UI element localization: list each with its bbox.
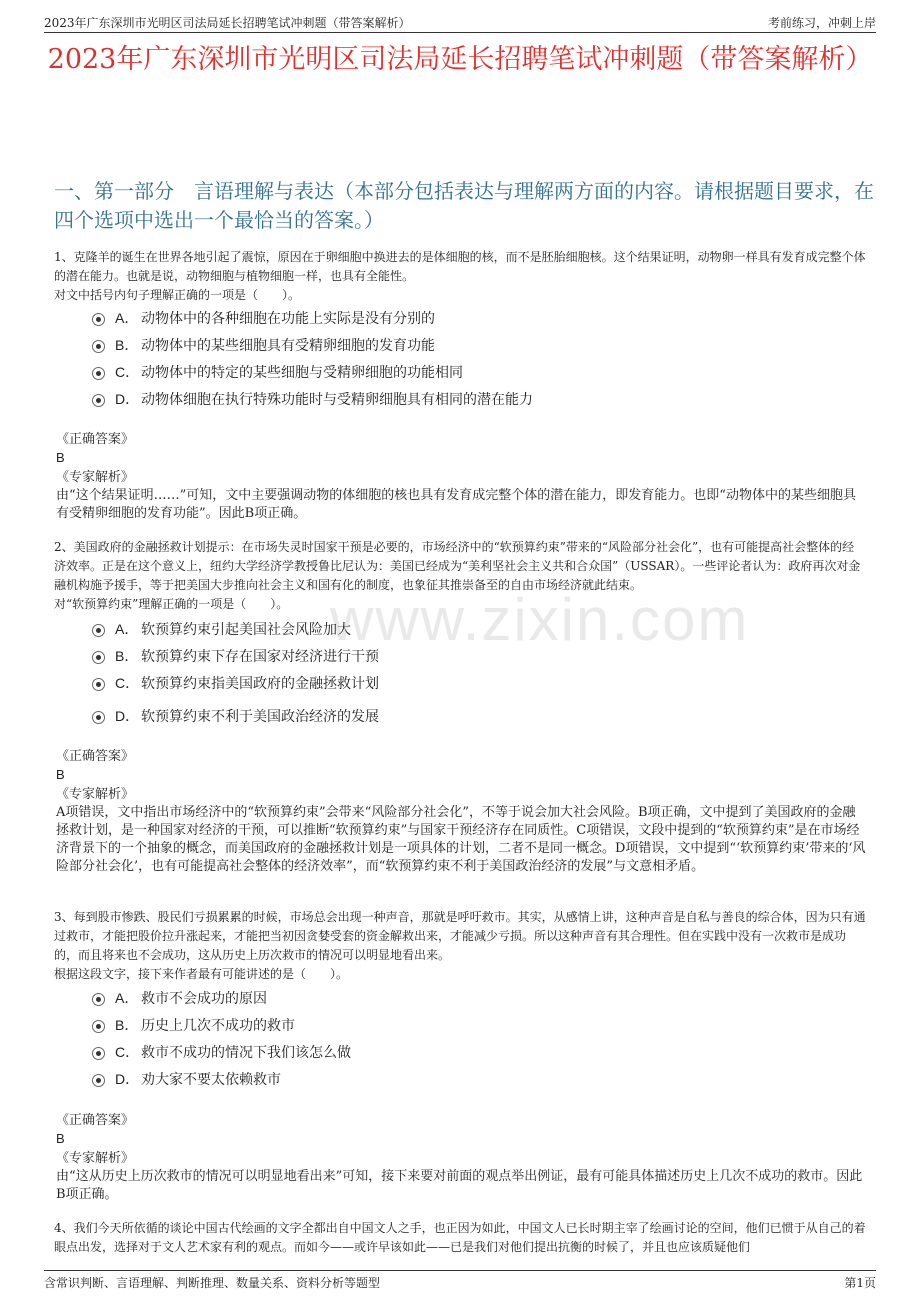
- radio-icon[interactable]: [92, 678, 105, 691]
- option-1a[interactable]: A． 动物体中的各种细胞在功能上实际是没有分别的: [92, 308, 435, 329]
- analysis-text: 由“这从历史上历次救市的情况可以明显地看出来”可知，接下来要对前面的观点举出例证，最有可能具体描述历史上几次不成功的救市。因此B项正确。: [56, 1169, 863, 1202]
- radio-icon[interactable]: [92, 1020, 105, 1033]
- footer-left: 含常识判断、言语理解、判断推理、数量关系、资料分析等题型: [44, 1276, 381, 1290]
- header-right: 考前练习，冲刺上岸: [767, 16, 876, 30]
- answer-value: B: [56, 1131, 65, 1146]
- option-3b[interactable]: B． 历史上几次不成功的救市: [92, 1015, 295, 1036]
- question-1-stem: 1、克隆羊的诞生在世界各地引起了震惊，原因在于卵细胞中换进去的是体细胞的核，而不是胚胎细胞核。这个结果证明，动物卵一样具有发育成完整个体的潜在能力。也就是说，动物细胞与植物细胞一样，也具有全能性。: [54, 250, 866, 283]
- section-heading: 一、第一部分 言语理解与表达（本部分包括表达与理解两方面的内容。请根据题目要求，在四个选项中选出一个最恰当的答案。）: [54, 179, 874, 232]
- option-2c[interactable]: C． 软预算约束指美国政府的金融拯救计划: [92, 673, 379, 694]
- page-number: 第1页: [844, 1276, 876, 1290]
- radio-icon[interactable]: [92, 711, 105, 724]
- page-header: [44, 12, 876, 33]
- radio-icon[interactable]: [92, 394, 105, 407]
- watermark: www.zixin.com: [330, 586, 750, 653]
- analysis-label: 《专家解析》: [56, 1151, 135, 1166]
- option-3c[interactable]: C． 救市不成功的情况下我们该怎么做: [92, 1042, 351, 1063]
- answer-value: B: [56, 450, 65, 465]
- question-stem: [54, 908, 866, 984]
- question-2-ask: 对“软预算约束”理解正确的一项是（ ）。: [54, 597, 289, 611]
- question-stem: [54, 248, 866, 305]
- question-stem: [54, 1219, 866, 1257]
- radio-icon[interactable]: [92, 313, 105, 326]
- question-2-stem: 2、美国政府的金融拯救计划提示：在市场失灵时国家干预是必要的，市场经济中的“软预算约束”带来的“风险部分社会化”，也有可能提高社会整体的经济效率。正是在这个意义上，纽约大学经济学教授鲁比尼认为：美国已经成为“美利坚社会主义共和合众国”（USSAR）。一些评论者认为：政府再次对金融机构施予援手，等于把美国大步推向社会主义和国有化的制度，也象征其推崇备至的自由市场经济就此结束。: [54, 540, 861, 592]
- radio-icon[interactable]: [92, 367, 105, 380]
- answer-label: 《正确答案》: [56, 749, 135, 764]
- analysis-label: 《专家解析》: [56, 470, 135, 485]
- header-left: 2023年广东深圳市光明区司法局延长招聘笔试冲刺题（带答案解析）: [44, 16, 411, 30]
- analysis-text: A项错误，文中指出市场经济中的“软预算约束”会带来“风险部分社会化”，不等于说会加大社会风险。B项正确，文中提到了美国政府的金融拯救计划，是一种国家对经济的干预，可以推断“软预算约束”与国家干预经济存在同质性。C项错误，文段中提到的“软预算约束”是在市场经济背景下的一个抽象的概念，而美国政府的金融拯救计划是一项具体的计划，二者不是同一概念。D项错误，文中提到“‘软预算约束’带来的‘风险部分社会化’，也有可能提高社会整体的经济效率”，而“软预算约束不利于美国政治经济的发展”与文意相矛盾。: [56, 805, 866, 874]
- radio-icon[interactable]: [92, 1047, 105, 1060]
- option-2d[interactable]: D． 软预算约束不利于美国政治经济的发展: [92, 706, 379, 727]
- option-2b[interactable]: B． 软预算约束下存在国家对经济进行干预: [92, 646, 379, 667]
- radio-icon[interactable]: [92, 993, 105, 1006]
- question-stem: [54, 538, 866, 614]
- radio-icon[interactable]: [92, 651, 105, 664]
- question-3-stem: 3、每到股市惨跌、股民们亏损累累的时候，市场总会出现一种声音，那就是呼吁救市。其实，从感情上讲，这种声音是自私与善良的综合体，因为只有通过救市，才能把股价拉升涨起来，才能把当初因贪婪受套的资金解救出来，才能减少亏损。所以这种声音有其合理性。但在实践中没有一次救市是成功的，而且将来也不会成功，这从历史上历次救市的情况可以明显地看出来。: [54, 910, 866, 962]
- analysis-text: 由“这个结果证明……”可知，文中主要强调动物的体细胞的核也具有发育成完整个体的潜在能力，即发育能力。也即“动物体中的某些细胞具有受精卵细胞的发育功能”。因此B项正确。: [56, 488, 856, 521]
- question-4-stem: 4、我们今天所依循的谈论中国古代绘画的文字全都出自中国文人之手，也正因为如此，中国文人已长时期主宰了绘画讨论的空间，他们已惯于从自己的着眼点出发，选择对于文人艺术家有利的观点。而如今——或许早该如此——已是我们对他们提出抗衡的时候了，并且也应该质疑他们: [54, 1221, 866, 1254]
- option-1c[interactable]: C． 动物体中的特定的某些细胞与受精卵细胞的功能相同: [92, 362, 463, 383]
- option-3a[interactable]: A． 救市不会成功的原因: [92, 988, 267, 1009]
- option-3d[interactable]: D． 劝大家不要太依赖救市: [92, 1069, 281, 1090]
- answer-value: B: [56, 767, 65, 782]
- page-footer: [44, 1270, 876, 1291]
- radio-icon[interactable]: [92, 1074, 105, 1087]
- option-1d[interactable]: D． 动物体细胞在执行特殊功能时与受精卵细胞具有相同的潜在能力: [92, 389, 533, 410]
- analysis-label: 《专家解析》: [56, 787, 135, 802]
- option-2a[interactable]: A． 软预算约束引起美国社会风险加大: [92, 619, 351, 640]
- answer-label: 《正确答案》: [56, 432, 135, 447]
- answer-label: 《正确答案》: [56, 1113, 135, 1128]
- question-1-ask: 对文中括号内句子理解正确的一项是（ ）。: [54, 288, 301, 302]
- radio-icon[interactable]: [92, 340, 105, 353]
- document-title: 2023年广东深圳市光明区司法局延长招聘笔试冲刺题（带答案解析）: [47, 44, 873, 75]
- option-1b[interactable]: B． 动物体中的某些细胞具有受精卵细胞的发育功能: [92, 335, 435, 356]
- question-3-ask: 根据这段文字，接下来作者最有可能讲述的是（ ）。: [54, 967, 349, 981]
- radio-icon[interactable]: [92, 624, 105, 637]
